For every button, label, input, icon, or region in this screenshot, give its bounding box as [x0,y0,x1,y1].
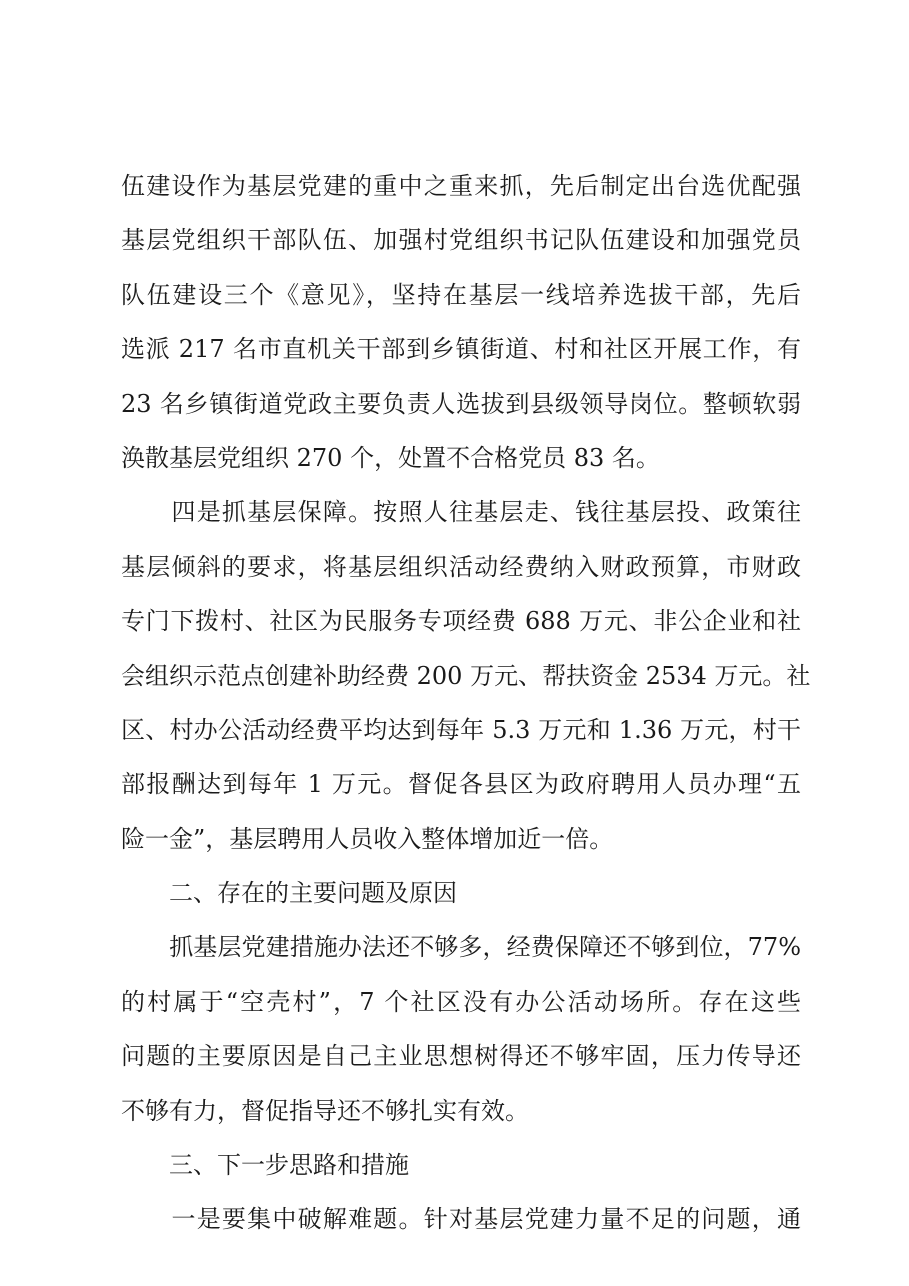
text-line: 问题的主要原因是自己主业思想树得还不够牢固，压力传导还 [121,1042,801,1071]
text-line: 一是要集中破解难题。针对基层党建力量不足的问题，通 [121,1205,801,1234]
text-line: 涣散基层党组织 270 个，处置不合格党员 83 名。 [121,443,660,472]
text-line: 会组织示范点创建补助经费 200 万元、帮扶资金 2534 万元。社 [121,661,811,690]
text-line: 二、存在的主要问题及原因 [121,879,457,908]
text-line: 基层党组织干部队伍、加强村党组织书记队伍建设和加强党员 [121,226,801,255]
text-line: 不够有力，督促指导还不够扎实有效。 [121,1096,529,1125]
text-line: 23 名乡镇街道党政主要负责人选拔到县级领导岗位。整顿软弱 [121,389,801,418]
text-line: 区、村办公活动经费平均达到每年 5.3 万元和 1.36 万元，村干 [121,715,801,744]
document-body [121,159,811,1247]
text-line: 部报酬达到每年 1 万元。督促各县区为政府聘用人员办理“五 [121,770,801,799]
text-line: 险一金”，基层聘用人员收入整体增加近一倍。 [121,824,614,853]
text-line: 伍建设作为基层党建的重中之重来抓，先后制定出台选优配强 [121,172,801,200]
text-line: 的村属于“空壳村”，7 个社区没有办公活动场所。存在这些 [121,987,801,1016]
text-line: 三、下一步思路和措施 [121,1151,409,1180]
text-line: 选派 217 名市直机关干部到乡镇街道、村和社区开展工作，有 [121,335,801,364]
text-line: 队伍建设三个《意见》，坚持在基层一线培养选拔干部，先后 [121,280,801,309]
text-line: 专门下拨村、社区为民服务专项经费 688 万元、非公企业和社 [121,607,801,636]
text-line: 基层倾斜的要求，将基层组织活动经费纳入财政预算，市财政 [121,552,801,581]
text-line: 抓基层党建措施办法还不够多，经费保障还不够到位，77% [121,933,801,962]
text-line: 四是抓基层保障。按照人往基层走、钱往基层投、政策往 [121,498,801,527]
